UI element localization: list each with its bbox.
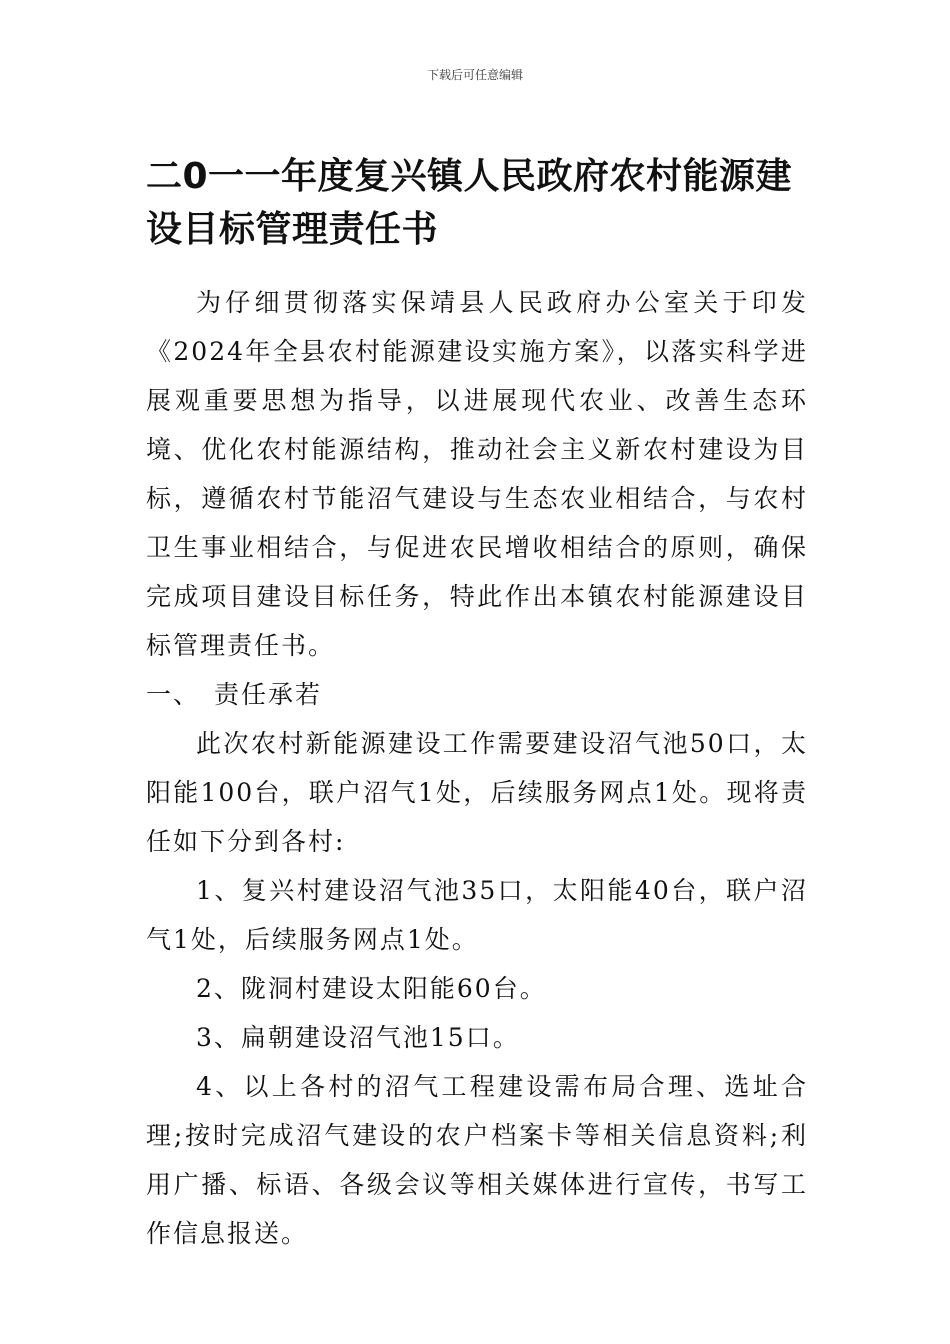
list-item: 4、以上各村的沼气工程建设需布局合理、选址合理;按时完成沼气建设的农户档案卡等相关信息资料;利用广播、标语、各级会议等相关媒体进行宣传，书写工作信息报送。 xyxy=(146,1072,808,1248)
list-item: 1、复兴村建设沼气池35口，太阳能40台，联户沼气1处，后续服务网点1处。 xyxy=(146,876,808,954)
intro-paragraph: 为仔细贯彻落实保靖县人民政府办公室关于印发《2024年全县农村能源建设实施方案》，以落实科学进展观重要思想为指导，以进展现代农业、改善生态环境、优化农村能源结构，推动社会主义新农村建设为目标，遵循农村节能沼气建设与生态农业相结合，与农村卫生事业相结合，与促进农民增收相结合的原则，确保完成项目建设目标任务，特此作出本镇农村能源建设目标管理责任书。 xyxy=(146,288,808,660)
document-title: 二0一一年度复兴镇人民政府农村能源建设目标管理责任书 xyxy=(146,156,793,250)
page-header-note: 下载后可任意编辑 xyxy=(426,68,523,82)
section-heading xyxy=(146,670,808,719)
section-title: 责任承若 xyxy=(214,680,323,709)
task-summary-paragraph: 此次农村新能源建设工作需要建设沼气池50口，太阳能100台，联户沼气1处，后续服务网点1处。现将责任如下分到各村: xyxy=(146,729,808,856)
list-item: 2、陇洞村建设太阳能60台。 xyxy=(196,974,547,1003)
document-body xyxy=(146,278,808,1258)
section-number: 一、 xyxy=(146,680,201,709)
list-item: 3、扁朝建设沼气池15口。 xyxy=(196,1023,520,1052)
